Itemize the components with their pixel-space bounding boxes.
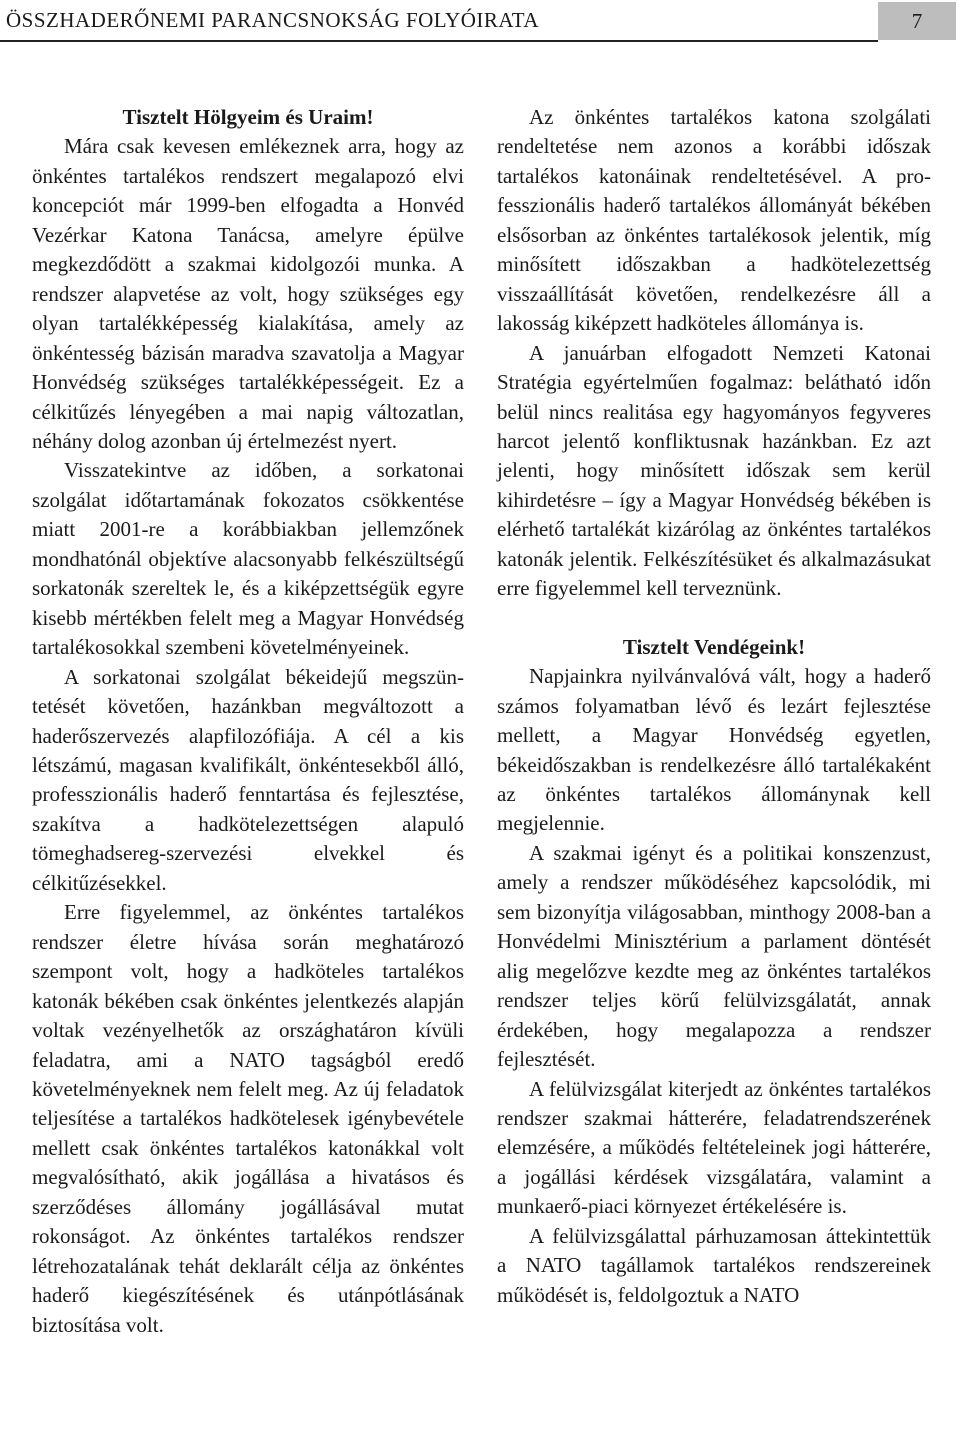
right-paragraph: A szakmai igényt és a politikai konszenzust, amely a rendszer működéséhez kapcsolódik, mi sem bizonyítja világosabban, minthogy 2008-ban a Honvédelmi Minisztérium a parlament döntését alig megelőzve kezdte meg az önkéntes tartalékos rendszer teljes körű felülvizsgálatát, annak érdekében, hogy megalapozza a rendszer fejlesztését. [497, 840, 931, 1072]
header-divider [0, 40, 878, 42]
page-number: 7 [878, 2, 956, 40]
left-paragraph: A sorkatonai szolgálat békeidejű megszüntetését követően, hazánkban megváltozott a haderőszervezés alapfilozófiája. A cél a kis létszámú, magasan kvalifikált, önkéntesekből álló, professzionális haderő fenntartása és fejlesztése, szakítva a hadkötelezettségen alapuló tömeghadsereg-szervezési elvekkel és célkitűzésekkel. [32, 664, 464, 895]
left-paragraph: Visszatekintve az időben, a sorkatonai szolgálat időtartamának fokozatos csökkentése miatt 2001-re a korábbiakban jellemzőnek mondhatónál objektíve alacsonyabb felkészültségű sorkatonák szereltek le, és a kiképzettségük egyre kisebb mértékben felelt meg a Magyar Honvédség tartalékosokkal szembeni követelményeinek. [32, 458, 464, 660]
left-column [32, 103, 464, 1340]
right-paragraph: Napjainkra nyilvánvalóvá vált, hogy a haderő számos folyamatban lévő és lezárt fejlesztése mellett, a Magyar Honvédség egyetlen, békeidőszakban is rendelkezésre álló tartalékaként az önkéntes tartalékos állománynak kell megjelennie. [497, 664, 931, 836]
section-spacer [497, 604, 931, 633]
left-paragraph: Mára csak kevesen emlékeznek arra, hogy az önkéntes tartalékos rendszert megalapozó elvi koncepciót már 1999-ben elfogadta a Honvéd Vezérkar Katona Tanácsa, amelyre épülve megkezdődött a szakmai kidolgozói munka. A rendszer alapvetése az volt, hogy szükséges egy olyan tartalékképesség kialakítása, amely az önkéntesség bázisán maradva szavatolja a Magyar Honvédség szükséges tartalékképességeit. Ez a célkitűzés lényegében a mai napig változatlan, néhány dolog azonban új értelmezést nyert. [32, 134, 464, 453]
page-header [0, 0, 960, 42]
right-column [497, 103, 931, 1310]
right-heading: Tisztelt Vendégeink! [622, 634, 806, 659]
right-paragraph: A januárban elfogadott Nemzeti Katonai Stratégia egyértelműen fogalmaz: belátható időn belül nincs realitása egy hagyományos fegyveres harcot jelentő konfliktusnak hazánkban. Ez azt jelenti, hogy minősített időszak sem kerül kihirdetésre – így a Magyar Honvédség békében is elérhető tartalékát kizárólag az önkéntes tartalékos katonák jelentik. Felkészítésüket és alkalmazásukat erre figyelemmel kell terveznünk. [497, 340, 931, 601]
left-paragraph: Erre figyelemmel, az önkéntes tartalékos rendszer életre hívása során meghatározó szempont volt, hogy a hadköteles tartalékos katonák békében csak önkéntes jelentkezés alapján voltak vezényelhetők az országhatáron kívüli feladatra, ami a NATO tagságból eredő követelményeknek nem felelt meg. Az új feladatok teljesítése a tartalékos hadkötelesek igénybevétele mellett csak önkéntes tartalékos katonákkal volt megvalósítható, akik jogállása a hivatásos és szerződéses állomány jogállásával mutat rokonságot. Az önkéntes tartalékos rendszer létrehozatalának tehát deklarált célja az önkéntes haderő kiegészítésének és utánpótlásának biztosítása volt. [32, 900, 464, 1337]
left-heading: Tisztelt Hölgyeim és Uraim! [122, 105, 374, 129]
right-paragraph: A felülvizsgálat kiterjedt az önkéntes tartalékos rendszer szakmai hátterére, feladatrendszerének elemzésére, a működés feltételeinek jogi hátterére, a jogállási kérdések vizsgálatára, valamint a munkaerő-piaci környezet értékelésére is. [497, 1076, 931, 1219]
right-paragraph: A felülvizsgálattal párhuzamosan áttekintettük a NATO tagállamok tartalékos rendszereinek működését is, feldolgoztuk a NATO [497, 1223, 931, 1307]
journal-title: ÖSSZHADERŐNEMI PARANCSNOKSÁG FOLYÓIRATA [6, 8, 540, 32]
right-paragraph: Az önkéntes tartalékos katona szolgálati rendeltetése nem azonos a korábbi időszak tartalékos katonáinak rendeltetésével. A professzionális haderő tartalékos állományát békében elsősorban az önkéntes tartalékosok jelentik, míg minősített időszakban a hadkötelezettség visszaállítását követően, rendelkezésre áll a lakosság kiképzett hadköteles állománya is. [497, 105, 931, 336]
